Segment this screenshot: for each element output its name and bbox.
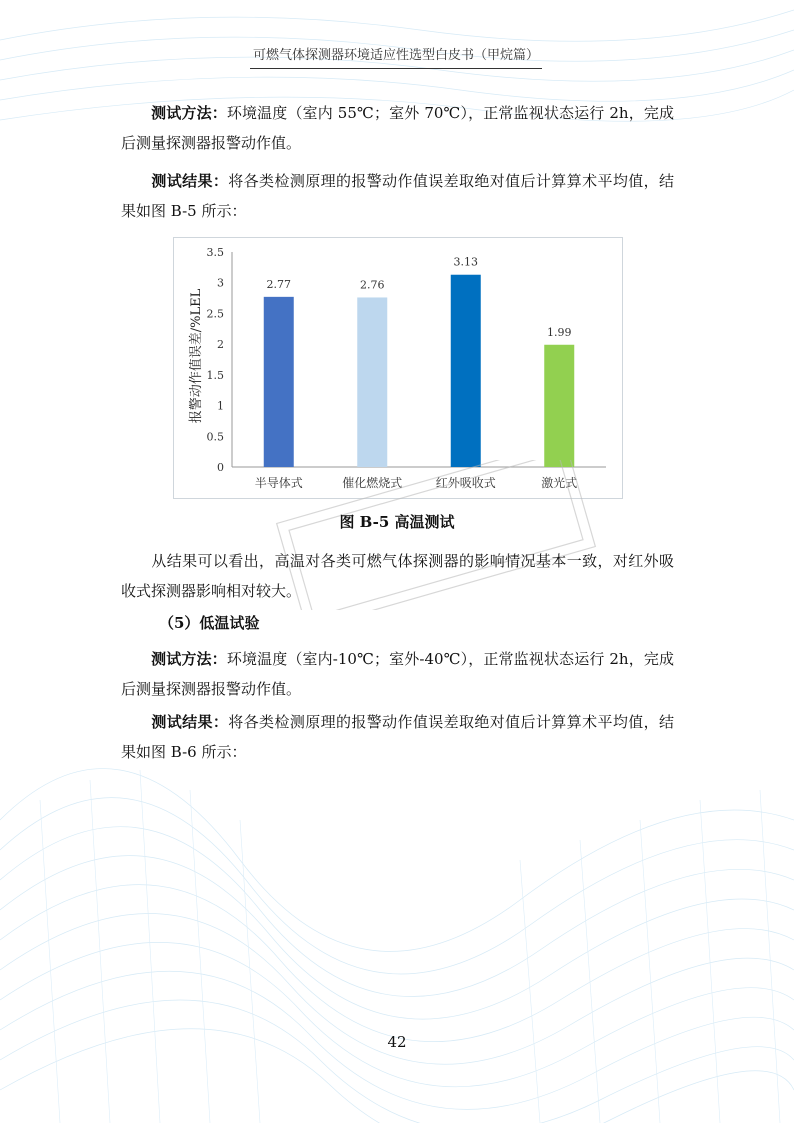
y-tick-label: 3.5 xyxy=(206,246,224,259)
label-test-method-low: 测试方法： xyxy=(151,650,227,668)
y-tick-label: 0 xyxy=(217,461,224,474)
data-label-2: 2.76 xyxy=(360,278,385,292)
label-test-result-low: 测试结果： xyxy=(151,713,229,731)
x-category-label: 激光式 xyxy=(541,476,578,490)
text-test-result: 将各类检测原理的报警动作值误差取绝对值后计算算术平均值，结果如图 B-5 所示： xyxy=(121,172,674,220)
bar-3 xyxy=(451,275,481,467)
paragraph-test-result-high xyxy=(121,166,674,226)
data-label-4: 1.99 xyxy=(547,325,572,339)
y-tick-label: 1 xyxy=(217,399,224,413)
x-category-label: 红外吸收式 xyxy=(435,476,496,490)
x-category-label: 半导体式 xyxy=(254,476,303,490)
label-test-method: 测试方法： xyxy=(151,104,227,122)
bar-4 xyxy=(544,345,574,467)
y-axis-label: 报警动作值误差/%LEL xyxy=(189,288,204,424)
x-category-label: 催化燃烧式 xyxy=(342,476,403,490)
paragraph-test-method-low xyxy=(121,644,674,704)
y-tick-label: 2 xyxy=(217,338,224,352)
paragraph-test-result-low xyxy=(121,707,674,767)
figure-caption: 图 B-5 高温测试 xyxy=(339,513,455,531)
text-test-method: 环境温度（室内 55℃；室外 70℃），正常监视状态运行 2h，完成后测量探测器报警动作值。 xyxy=(121,104,674,152)
bar-2 xyxy=(357,297,387,467)
page-number: 42 xyxy=(387,1033,407,1051)
y-tick-label: 2.5 xyxy=(206,307,224,321)
data-label-3: 3.13 xyxy=(453,255,478,269)
y-tick-label: 3 xyxy=(217,276,224,290)
text-conclusion: 从结果可以看出，高温对各类可燃气体探测器的影响情况基本一致，对红外吸收式探测器影响相对较大。 xyxy=(121,552,674,600)
bar-1 xyxy=(264,297,294,467)
data-label-1: 2.77 xyxy=(266,277,291,291)
chart-frame xyxy=(173,237,623,499)
running-header: 可燃气体探测器环境适应性选型白皮书（甲烷篇） xyxy=(252,48,539,63)
bar-chart-high-temp xyxy=(174,238,622,498)
text-test-result-low: 将各类检测原理的报警动作值误差取绝对值后计算算术平均值，结果如图 B-6 所示： xyxy=(121,713,674,761)
header-divider xyxy=(250,68,542,69)
section-heading-low-temp: （5）低温试验 xyxy=(159,614,260,632)
y-tick-label: 1.5 xyxy=(206,368,224,382)
paragraph-test-method-high xyxy=(121,98,674,158)
label-test-result: 测试结果： xyxy=(151,172,229,190)
text-test-method-low: 环境温度（室内-10℃；室外-40℃），正常监视状态运行 2h，完成后测量探测器报警动作值。 xyxy=(121,650,674,698)
y-tick-label: 0.5 xyxy=(206,430,224,444)
paragraph-conclusion-high xyxy=(121,546,674,606)
